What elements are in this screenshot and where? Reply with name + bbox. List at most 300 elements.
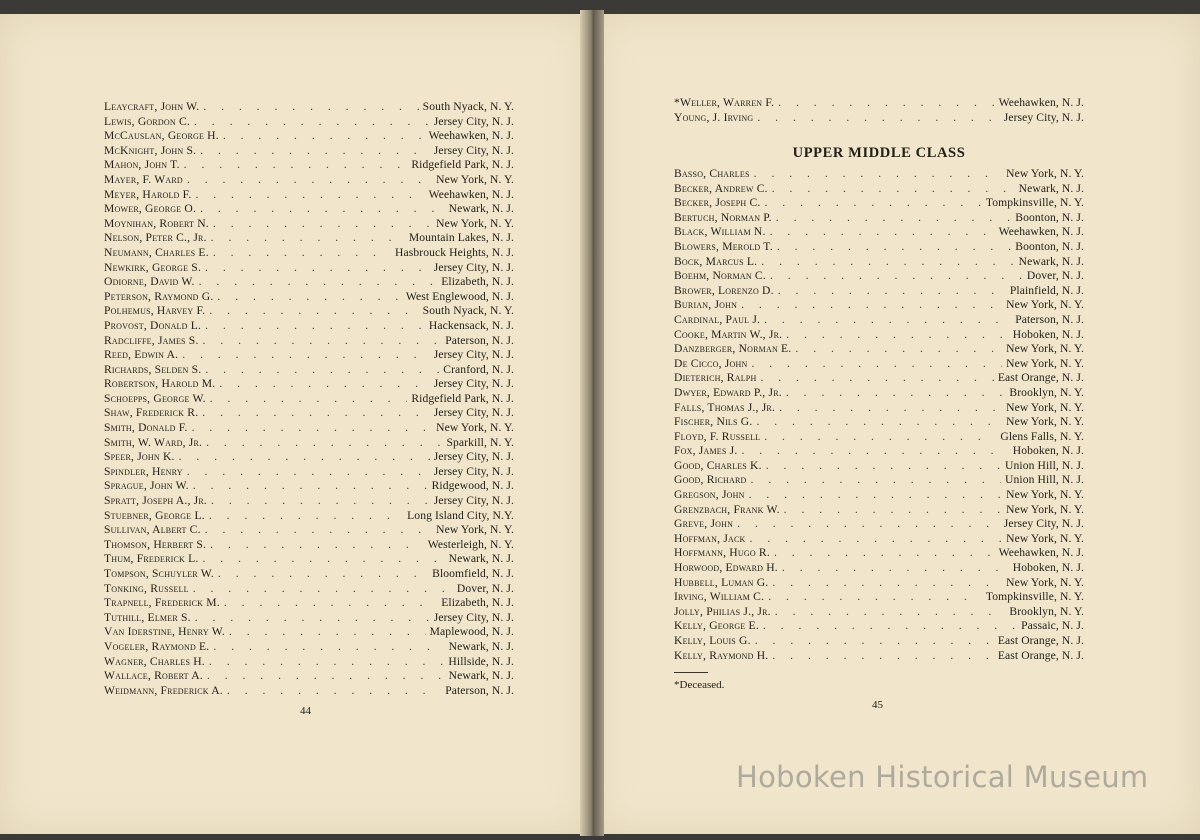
dot-leader xyxy=(187,465,430,480)
entry-place: New York, N. Y. xyxy=(1006,502,1084,516)
list-item xyxy=(674,473,1084,488)
list-item xyxy=(674,196,1084,211)
entry-name: Falls, Thomas J., Jr. xyxy=(674,400,776,414)
entry-place: Hasbrouck Heights, N. J. xyxy=(395,245,514,259)
entry-name: Becker, Joseph C. xyxy=(674,196,761,210)
list-item xyxy=(674,619,1084,634)
entry-place: East Orange, N. J. xyxy=(997,648,1084,662)
footnote: *Deceased. xyxy=(674,679,725,691)
right-top-name-list xyxy=(674,96,1084,125)
entry-place: Mountain Lakes, N. J. xyxy=(408,231,514,245)
entry-place: Sparkill, N. Y. xyxy=(446,435,514,449)
entry-name: Spratt, Joseph A., Jr. xyxy=(104,494,208,508)
dot-leader xyxy=(213,246,391,261)
list-item xyxy=(104,144,514,159)
list-item xyxy=(104,552,514,567)
entry-place: East Orange, N. J. xyxy=(997,634,1084,647)
entry-place: New York, N. Y. xyxy=(436,523,514,537)
dot-leader xyxy=(210,392,408,407)
dot-leader xyxy=(205,261,430,276)
list-item xyxy=(104,158,514,173)
list-item xyxy=(104,567,514,582)
entry-place: Jersey City, N. J. xyxy=(433,377,514,391)
entry-name: Odiorne, David W. xyxy=(104,275,195,289)
dot-leader xyxy=(770,225,995,240)
entry-place: Jersey City, N. J. xyxy=(433,260,514,274)
entry-place: Maplewood, N. J. xyxy=(429,625,514,639)
list-item xyxy=(104,509,514,524)
entry-place: Jersey City, N. J. xyxy=(433,143,514,157)
entry-place: Paterson, N. J. xyxy=(1015,312,1084,326)
entry-place: Cranford, N. J. xyxy=(443,362,514,376)
dot-leader xyxy=(199,275,438,290)
entry-place: Newark, N. J. xyxy=(448,202,514,216)
dot-leader xyxy=(211,231,405,246)
entry-name: *Weller, Warren F. xyxy=(674,96,775,109)
entry-place: Tompkinsville, N. Y. xyxy=(985,196,1084,210)
entry-place: Elizabeth, N. J. xyxy=(441,275,514,289)
entry-name: Tuthill, Elmer S. xyxy=(104,610,191,624)
entry-name: Shaw, Frederick R. xyxy=(104,406,199,420)
list-item xyxy=(104,261,514,276)
list-item xyxy=(104,334,514,349)
entry-name: Kelly, Louis G. xyxy=(674,634,751,647)
entry-name: Fischer, Nils G. xyxy=(674,415,753,429)
entry-place: New York, N. Y. xyxy=(1006,400,1084,414)
entry-place: Hoboken, N. J. xyxy=(1012,327,1084,341)
list-item xyxy=(104,523,514,538)
entry-name: Stuebner, George L. xyxy=(104,508,205,522)
entry-place: Brooklyn, N. Y. xyxy=(1009,604,1084,618)
dot-leader xyxy=(764,313,1011,328)
entry-place: New York, N. Y. xyxy=(1006,415,1084,429)
left-name-list xyxy=(104,100,514,698)
entry-place: Union Hill, N. J. xyxy=(1005,473,1084,487)
entry-name: Hubbell, Luman G. xyxy=(674,575,769,589)
entry-name: Meyer, Harold F. xyxy=(104,187,192,201)
entry-place: Jersey City, N. J. xyxy=(433,494,514,508)
footnote-rule xyxy=(674,672,708,673)
entry-place: Boonton, N. J. xyxy=(1015,239,1084,253)
dot-leader xyxy=(227,684,441,699)
entry-name: Mayer, F. Ward xyxy=(104,172,183,186)
entry-name: McCauslan, George H. xyxy=(104,129,219,143)
list-item xyxy=(104,479,514,494)
dot-leader xyxy=(179,450,430,465)
list-item xyxy=(674,503,1084,518)
list-item xyxy=(674,634,1084,649)
entry-place: Glens Falls, N. Y. xyxy=(1000,429,1084,443)
entry-name: Brower, Lorenzo D. xyxy=(674,283,774,297)
list-item xyxy=(104,188,514,203)
entry-name: Black, William N. xyxy=(674,225,766,239)
dot-leader xyxy=(184,158,408,173)
entry-name: Wagner, Charles H. xyxy=(104,654,205,668)
entry-name: Basso, Charles xyxy=(674,167,750,180)
list-item xyxy=(104,275,514,290)
page-number-right: 45 xyxy=(872,699,883,711)
entry-name: Floyd, F. Russell xyxy=(674,429,761,443)
dot-leader xyxy=(756,415,1002,430)
entry-name: Thum, Frederick L. xyxy=(104,552,199,566)
entry-name: Smith, W. Ward, Jr. xyxy=(104,435,203,449)
list-item xyxy=(104,684,514,699)
dot-leader xyxy=(219,377,429,392)
list-item xyxy=(104,202,514,217)
dot-leader xyxy=(193,479,428,494)
entry-name: Kelly, George E. xyxy=(674,619,759,633)
dot-leader xyxy=(751,357,1002,372)
entry-name: Neumann, Charles E. xyxy=(104,245,209,259)
list-item xyxy=(104,421,514,436)
list-item xyxy=(674,605,1084,620)
dot-leader xyxy=(779,401,1002,416)
dot-leader xyxy=(763,619,1017,634)
entry-name: Bertuch, Norman P. xyxy=(674,210,772,224)
list-item xyxy=(674,386,1084,401)
dot-leader xyxy=(776,211,1012,226)
entry-name: Kelly, Raymond H. xyxy=(674,648,769,662)
list-item xyxy=(104,436,514,451)
entry-name: Sullivan, Albert C. xyxy=(104,523,201,537)
entry-name: Vogeler, Raymond E. xyxy=(104,639,210,653)
dot-leader xyxy=(200,144,430,159)
entry-name: Cardinal, Paul J. xyxy=(674,312,761,326)
dot-leader xyxy=(210,538,424,553)
entry-name: De Cicco, John xyxy=(674,356,748,370)
dot-leader xyxy=(755,634,994,649)
dot-leader xyxy=(192,421,433,436)
entry-place: Hillside, N. J. xyxy=(448,654,514,668)
entry-place: New York, N. Y. xyxy=(1006,356,1084,370)
entry-name: Tonking, Russell xyxy=(104,581,189,595)
dot-leader xyxy=(195,611,430,626)
entry-place: New York, N. Y. xyxy=(1006,531,1084,545)
entry-place: Newark, N. J. xyxy=(1018,181,1084,195)
list-item xyxy=(674,488,1084,503)
entry-place: Paterson, N. J. xyxy=(445,333,514,347)
list-item xyxy=(674,415,1084,430)
dot-leader xyxy=(749,488,1003,503)
entry-place: Newark, N. J. xyxy=(448,669,514,683)
entry-place: Ridgefield Park, N. J. xyxy=(411,391,514,405)
entry-place: Hoboken, N. J. xyxy=(1012,444,1084,458)
entry-name: Cooke, Martin W., Jr. xyxy=(674,327,783,341)
entry-name: Reed, Edwin A. xyxy=(104,348,179,362)
dot-leader xyxy=(766,459,1001,474)
entry-place: Jersey City, N. J. xyxy=(433,348,514,362)
list-item xyxy=(104,611,514,626)
dot-leader xyxy=(795,342,1002,357)
list-item xyxy=(674,444,1084,459)
dot-leader xyxy=(741,444,1008,459)
entry-place: New York, N. Y. xyxy=(436,421,514,435)
dot-leader xyxy=(209,509,403,524)
list-item xyxy=(104,625,514,640)
entry-name: Fox, James J. xyxy=(674,444,738,458)
entry-place: Ridgewood, N. J. xyxy=(431,479,514,493)
entry-place: Boonton, N. J. xyxy=(1015,210,1084,224)
entry-name: Becker, Andrew C. xyxy=(674,181,768,195)
list-item xyxy=(104,669,514,684)
dot-leader xyxy=(784,503,1002,518)
list-item xyxy=(104,217,514,232)
dot-leader xyxy=(213,217,432,232)
entry-place: Newark, N. J. xyxy=(1018,254,1084,268)
list-item xyxy=(104,640,514,655)
list-item xyxy=(104,582,514,597)
entry-name: Good, Richard xyxy=(674,473,747,487)
entry-place: Weehawken, N. J. xyxy=(998,225,1084,239)
dot-leader xyxy=(778,96,994,111)
list-item xyxy=(674,401,1084,416)
entry-name: Dieterich, Ralph xyxy=(674,371,757,385)
entry-place: Jersey City, N. J. xyxy=(433,450,514,464)
entry-place: Hackensack, N. J. xyxy=(428,318,514,332)
entry-place: Paterson, N. J. xyxy=(445,683,514,697)
list-item xyxy=(674,328,1084,343)
list-item xyxy=(104,304,514,319)
entry-place: Jersey City, N. J. xyxy=(433,114,514,128)
entry-name: Wallace, Robert A. xyxy=(104,669,203,683)
entry-name: Young, J. Irving xyxy=(674,110,754,124)
entry-name: Radcliffe, James S. xyxy=(104,333,199,347)
list-item xyxy=(674,576,1084,591)
dot-leader xyxy=(786,386,1006,401)
list-item xyxy=(104,406,514,421)
entry-place: New York, N. Y. xyxy=(1006,342,1084,356)
list-item xyxy=(674,371,1084,386)
entry-name: Danzberger, Norman E. xyxy=(674,342,792,356)
list-item xyxy=(674,225,1084,240)
entry-place: Plainfield, N. J. xyxy=(1009,283,1084,297)
entry-name: Burian, John xyxy=(674,298,738,312)
dot-leader xyxy=(193,582,453,597)
entry-place: Hoboken, N. J. xyxy=(1012,561,1084,575)
list-item xyxy=(104,377,514,392)
list-item xyxy=(104,596,514,611)
dot-leader xyxy=(206,436,442,451)
dot-leader xyxy=(207,669,445,684)
dot-leader xyxy=(765,196,982,211)
list-item xyxy=(104,392,514,407)
dot-leader xyxy=(195,188,424,203)
entry-place: Jersey City, N. J. xyxy=(433,610,514,624)
list-item xyxy=(674,211,1084,226)
entry-place: Weehawken, N. J. xyxy=(998,96,1084,109)
list-item xyxy=(674,546,1084,561)
list-item xyxy=(674,590,1084,605)
entry-name: Weidmann, Frederick A. xyxy=(104,683,223,697)
list-item xyxy=(674,532,1084,547)
section-heading: UPPER MIDDLE CLASS xyxy=(792,145,966,161)
entry-place: Union Hill, N. J. xyxy=(1005,458,1084,472)
entry-name: Mahon, John T. xyxy=(104,158,180,172)
dot-leader xyxy=(203,100,418,115)
entry-place: Dover, N. J. xyxy=(456,581,514,595)
dot-leader xyxy=(229,625,426,640)
dot-leader xyxy=(200,202,445,217)
entry-name: Leaycraft, John W. xyxy=(104,100,200,113)
entry-place: New York, N. Y. xyxy=(436,172,514,186)
entry-place: Westerleigh, N. Y. xyxy=(427,537,514,551)
dot-leader xyxy=(774,546,995,561)
entry-name: Polhemus, Harvey F. xyxy=(104,304,206,318)
entry-name: Speer, John K. xyxy=(104,450,175,464)
list-item xyxy=(104,231,514,246)
list-item xyxy=(674,357,1084,372)
entry-place: Newark, N. J. xyxy=(448,552,514,566)
list-item xyxy=(674,240,1084,255)
list-item xyxy=(104,173,514,188)
dot-leader xyxy=(768,590,982,605)
entry-name: Greve, John xyxy=(674,517,734,531)
dot-leader xyxy=(203,334,442,349)
entry-place: East Orange, N. J. xyxy=(997,371,1084,385)
dot-leader xyxy=(761,255,1014,270)
entry-place: New York, N. Y. xyxy=(1006,575,1084,589)
entry-name: Hoffmann, Hugo R. xyxy=(674,546,770,560)
entry-name: Boehm, Norman C. xyxy=(674,269,766,283)
dot-leader xyxy=(211,494,430,509)
list-item xyxy=(674,111,1084,126)
entry-place: South Nyack, N. Y. xyxy=(422,304,514,318)
entry-name: Blowers, Merold T. xyxy=(674,239,773,253)
entry-place: West Englewood, N. J. xyxy=(405,289,514,303)
list-item xyxy=(104,538,514,553)
dot-leader xyxy=(772,576,1002,591)
list-item xyxy=(674,167,1084,182)
entry-name: Sprague, John W. xyxy=(104,479,189,493)
dot-leader xyxy=(772,649,993,664)
entry-name: Nelson, Peter C., Jr. xyxy=(104,231,207,245)
entry-place: Brooklyn, N. Y. xyxy=(1009,385,1084,399)
list-item xyxy=(674,649,1084,664)
list-item xyxy=(104,319,514,334)
entry-place: New York, N. Y. xyxy=(1006,167,1084,180)
list-item xyxy=(104,655,514,670)
entry-place: Jersey City, N. J. xyxy=(1003,110,1084,124)
dot-leader xyxy=(777,240,1011,255)
dot-leader xyxy=(205,363,439,378)
entry-place: Long Island City, N.Y. xyxy=(407,508,514,522)
entry-name: Grenzbach, Frank W. xyxy=(674,502,780,516)
dot-leader xyxy=(187,173,432,188)
dot-leader xyxy=(772,182,1015,197)
entry-name: Horwood, Edward H. xyxy=(674,561,778,575)
entry-name: Spindler, Henry xyxy=(104,464,183,478)
dot-leader xyxy=(205,523,432,538)
entry-name: Dwyer, Edward P., Jr. xyxy=(674,385,782,399)
dot-leader xyxy=(750,532,1003,547)
dot-leader xyxy=(218,567,428,582)
dot-leader xyxy=(209,304,418,319)
entry-name: Jolly, Philias J., Jr. xyxy=(674,604,771,618)
dot-leader xyxy=(182,348,429,363)
entry-name: Thomson, Herbert S. xyxy=(104,537,207,551)
entry-name: Good, Charles K. xyxy=(674,458,762,472)
list-item xyxy=(674,459,1084,474)
entry-name: Irving, William C. xyxy=(674,590,765,604)
entry-place: Weehawken, N. J. xyxy=(998,546,1084,560)
list-item xyxy=(104,348,514,363)
list-item xyxy=(674,517,1084,532)
right-name-list xyxy=(674,167,1084,663)
entry-place: New York, N. Y. xyxy=(436,216,514,230)
list-item xyxy=(104,100,514,115)
entry-place: Bloomfield, N. J. xyxy=(432,567,514,580)
dot-leader xyxy=(782,561,1009,576)
entry-place: Jersey City, N. J. xyxy=(1003,517,1084,531)
dot-leader xyxy=(775,605,1006,620)
list-item xyxy=(104,129,514,144)
list-item xyxy=(674,255,1084,270)
entry-name: Lewis, Gordon C. xyxy=(104,114,190,128)
entry-name: Smith, Donald F. xyxy=(104,421,188,435)
list-item xyxy=(674,430,1084,445)
list-item xyxy=(674,298,1084,313)
entry-place: Jersey City, N. J. xyxy=(433,406,514,420)
entry-place: Weehawken, N. J. xyxy=(428,187,514,201)
dot-leader xyxy=(213,640,444,655)
entry-place: Newark, N. J. xyxy=(448,639,514,653)
dot-leader xyxy=(764,430,996,445)
dot-leader xyxy=(741,298,1002,313)
entry-place: Passaic, N. J. xyxy=(1021,619,1084,633)
dot-leader xyxy=(786,328,1008,343)
dot-leader xyxy=(205,319,425,334)
dot-leader xyxy=(751,473,1001,488)
page-number-left: 44 xyxy=(300,705,311,717)
entry-name: Tompson, Schuyler W. xyxy=(104,567,214,580)
entry-place: Ridgefield Park, N. J. xyxy=(411,158,514,172)
list-item xyxy=(104,465,514,480)
dot-leader xyxy=(223,129,425,144)
list-item xyxy=(104,494,514,509)
dot-leader xyxy=(202,552,444,567)
list-item xyxy=(674,269,1084,284)
dot-leader xyxy=(217,290,402,305)
entry-place: Tompkinsville, N. Y. xyxy=(985,590,1084,604)
watermark: Hoboken Historical Museum xyxy=(736,760,1149,794)
entry-name: Gregson, John xyxy=(674,488,745,502)
dot-leader xyxy=(760,371,993,386)
entry-name: Moynihan, Robert N. xyxy=(104,216,209,230)
list-item xyxy=(104,450,514,465)
entry-name: Van Iderstine, Henry W. xyxy=(104,625,225,639)
entry-name: Provost, Donald L. xyxy=(104,318,202,332)
dot-leader xyxy=(209,655,444,670)
list-item xyxy=(104,246,514,261)
dot-leader xyxy=(194,115,430,130)
list-item xyxy=(674,561,1084,576)
dot-leader xyxy=(778,284,1006,299)
dot-leader xyxy=(224,596,437,611)
list-item xyxy=(104,363,514,378)
entry-name: Mower, George O. xyxy=(104,202,197,216)
dot-leader xyxy=(757,111,999,126)
entry-name: Newkirk, George S. xyxy=(104,260,202,274)
entry-name: Richards, Selden S. xyxy=(104,362,202,376)
entry-name: McKnight, John S. xyxy=(104,143,197,157)
entry-place: South Nyack, N. Y. xyxy=(422,100,514,113)
entry-name: Hoffman, Jack xyxy=(674,531,746,545)
book-gutter xyxy=(580,10,604,836)
list-item xyxy=(104,115,514,130)
list-item xyxy=(674,313,1084,328)
list-item xyxy=(104,290,514,305)
entry-name: Trapnell, Frederick M. xyxy=(104,596,220,610)
